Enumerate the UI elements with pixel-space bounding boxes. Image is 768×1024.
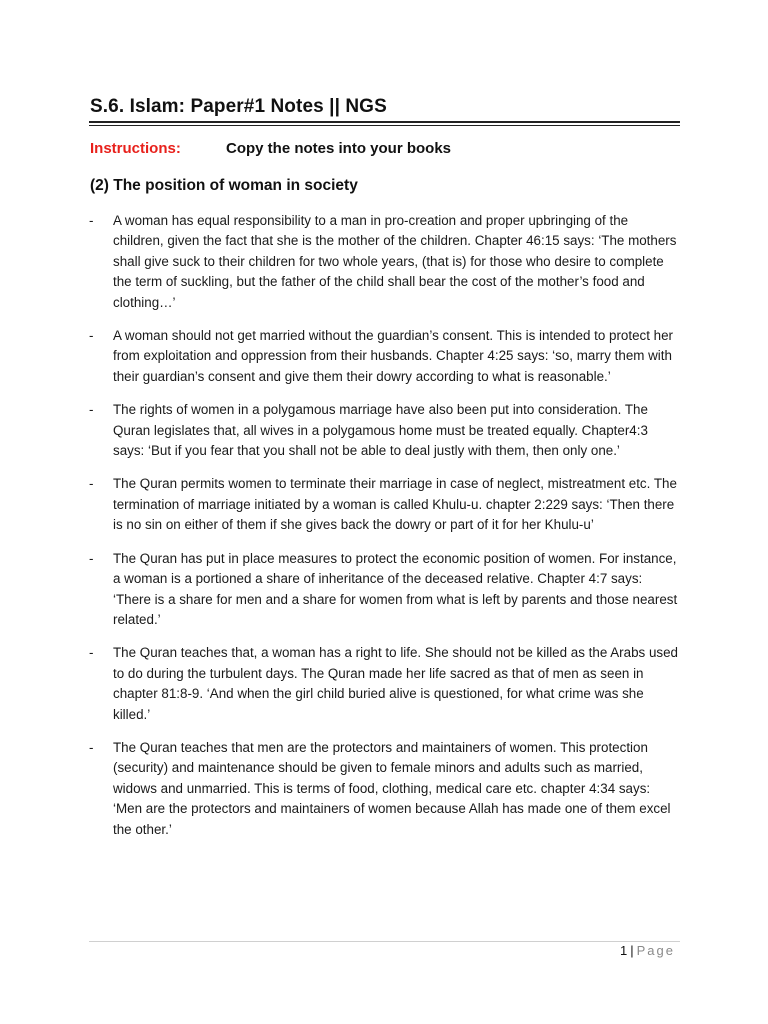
section-heading: (2) The position of woman in society bbox=[90, 177, 358, 194]
bullet-text: A woman should not get married without the guardian’s consent. This is intended to protect her from exploitation and oppression from their husbands. Chapter 4:25 says: ‘so, marry them with their guardian’s consent and give them their dowry according to what is reasonable.’ bbox=[113, 328, 674, 384]
footer-divider bbox=[89, 941, 680, 942]
bullet-text: The Quran teaches that men are the protectors and maintainers of women. This protection (security) and maintenance should be given to female minors and adults such as married, widows and unmarried. This is terms of food, clothing, medical care etc. chapter 4:34 says: ‘Men are the protectors and maintainers of women because Allah has made one of them excel the other.’ bbox=[113, 739, 671, 837]
page-title: S.6. Islam: Paper#1 Notes || NGS bbox=[90, 96, 387, 117]
list-item bbox=[89, 326, 681, 387]
instructions-label: Instructions: bbox=[90, 140, 181, 157]
bullet-marker: - bbox=[89, 645, 94, 661]
page-separator: | bbox=[630, 943, 634, 958]
bullet-text: The Quran has put in place measures to protect the economic position of women. For instance, a woman is a portioned a share of inheritance of the deceased relative. Chapter 4:7 says: ‘There is a share for men and a share for women from what is left by parents and those nearest related.’ bbox=[113, 550, 678, 627]
bullet-marker: - bbox=[89, 402, 94, 418]
bullet-marker: - bbox=[89, 476, 94, 492]
bullet-marker: - bbox=[89, 739, 94, 755]
list-item bbox=[89, 738, 681, 840]
list-item bbox=[89, 211, 681, 313]
instructions-line bbox=[90, 140, 451, 157]
bullet-text: The Quran teaches that, a woman has a right to life. She should not be killed as the Arabs used to do during the turbulent days. The Quran made her life sacred as that of men as seen in chapter 81:8-9. ‘And when the girl child buried alive is questioned, for what crime was she killed.’ bbox=[113, 645, 678, 722]
list-item bbox=[89, 400, 681, 461]
list-item bbox=[89, 549, 681, 631]
instructions-text: Copy the notes into your books bbox=[226, 140, 452, 157]
bullet-text: The rights of women in a polygamous marriage have also been put into consideration. The Quran legislates that, all wives in a polygamous home must be treated equally. Chapter4:3 says: ‘But if you fear that you shall not be able to deal justly with them, then only one.’ bbox=[113, 402, 648, 459]
page-footer bbox=[620, 943, 675, 958]
bullet-list bbox=[89, 211, 681, 853]
list-item bbox=[89, 474, 681, 535]
title-underline-thick bbox=[89, 121, 680, 123]
list-item bbox=[89, 643, 681, 725]
bullet-marker: - bbox=[89, 550, 94, 566]
bullet-marker: - bbox=[89, 328, 94, 344]
bullet-text: A woman has equal responsibility to a man in pro-creation and proper upbringing of the children, given the fact that she is the mother of the children. Chapter 46:15 says: ‘The mothers shall give suck to their children for two whole years, (that is) for those who desire to complete the term of suckling, but the father of the child shall bear the cost of the mother’s food and clothing…’ bbox=[113, 213, 677, 310]
page-number: 1 bbox=[620, 943, 628, 958]
title-underline-thin bbox=[89, 125, 680, 126]
bullet-marker: - bbox=[89, 213, 94, 228]
bullet-text: The Quran permits women to terminate their marriage in case of neglect, mistreatment etc. The termination of marriage initiated by a woman is called Khulu-u. chapter 2:229 says: ‘Then there is no sin on either of them if she gives back the dowry or part of it for her Khulu-u’ bbox=[113, 476, 677, 533]
page-label: Page bbox=[636, 943, 675, 958]
